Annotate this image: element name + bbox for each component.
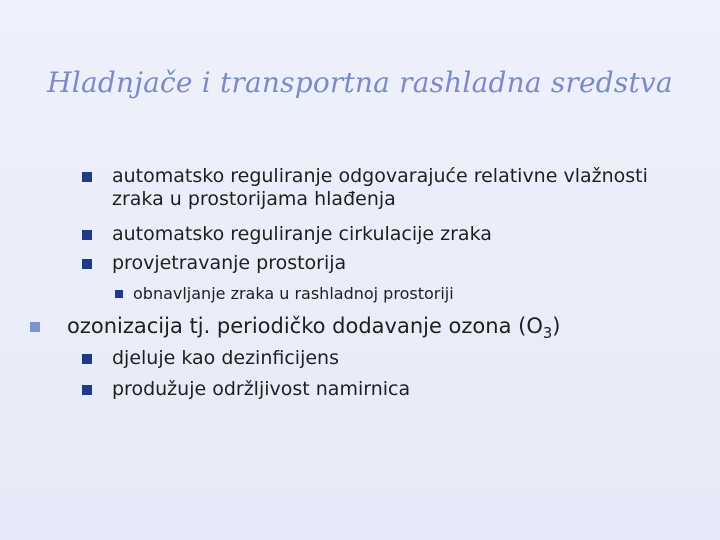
- list-item-text: ozonizacija tj. periodičko dodavanje ozona $(O_3)$: [67, 314, 561, 343]
- list-item: [82, 252, 346, 275]
- square-bullet-icon: [82, 385, 92, 395]
- list-item-text: provjetravanje prostorija: [112, 252, 347, 274]
- list-item-text: djeluje kao dezinficijens: [112, 347, 339, 369]
- list-item: [82, 347, 339, 370]
- square-bullet-icon: [115, 290, 123, 298]
- square-bullet-icon: [82, 230, 92, 240]
- list-item-text: automatsko reguliranje odgovarajuće relativne vlažnosti: [112, 165, 648, 187]
- list-item: [82, 378, 410, 401]
- list-item-text: automatsko reguliranje cirkulacije zraka: [112, 223, 492, 245]
- square-bullet-icon: [82, 172, 92, 182]
- list-item: [82, 223, 492, 246]
- list-item-text: obnavljanje zraka u rashladnoj prostoriji: [133, 284, 454, 303]
- slide-title: Hladnjače i transportna rashladna sredstva: [47, 66, 673, 99]
- list-item: [115, 284, 454, 304]
- square-bullet-icon: [82, 259, 92, 269]
- list-item-text-continued: zraka u prostorijama hlađenja: [112, 188, 396, 210]
- square-bullet-icon: [82, 354, 92, 364]
- list-item: [30, 313, 561, 343]
- list-item: [82, 165, 648, 211]
- square-bullet-icon: [30, 322, 40, 332]
- list-item-text: produžuje održljivost namirnica: [112, 378, 411, 400]
